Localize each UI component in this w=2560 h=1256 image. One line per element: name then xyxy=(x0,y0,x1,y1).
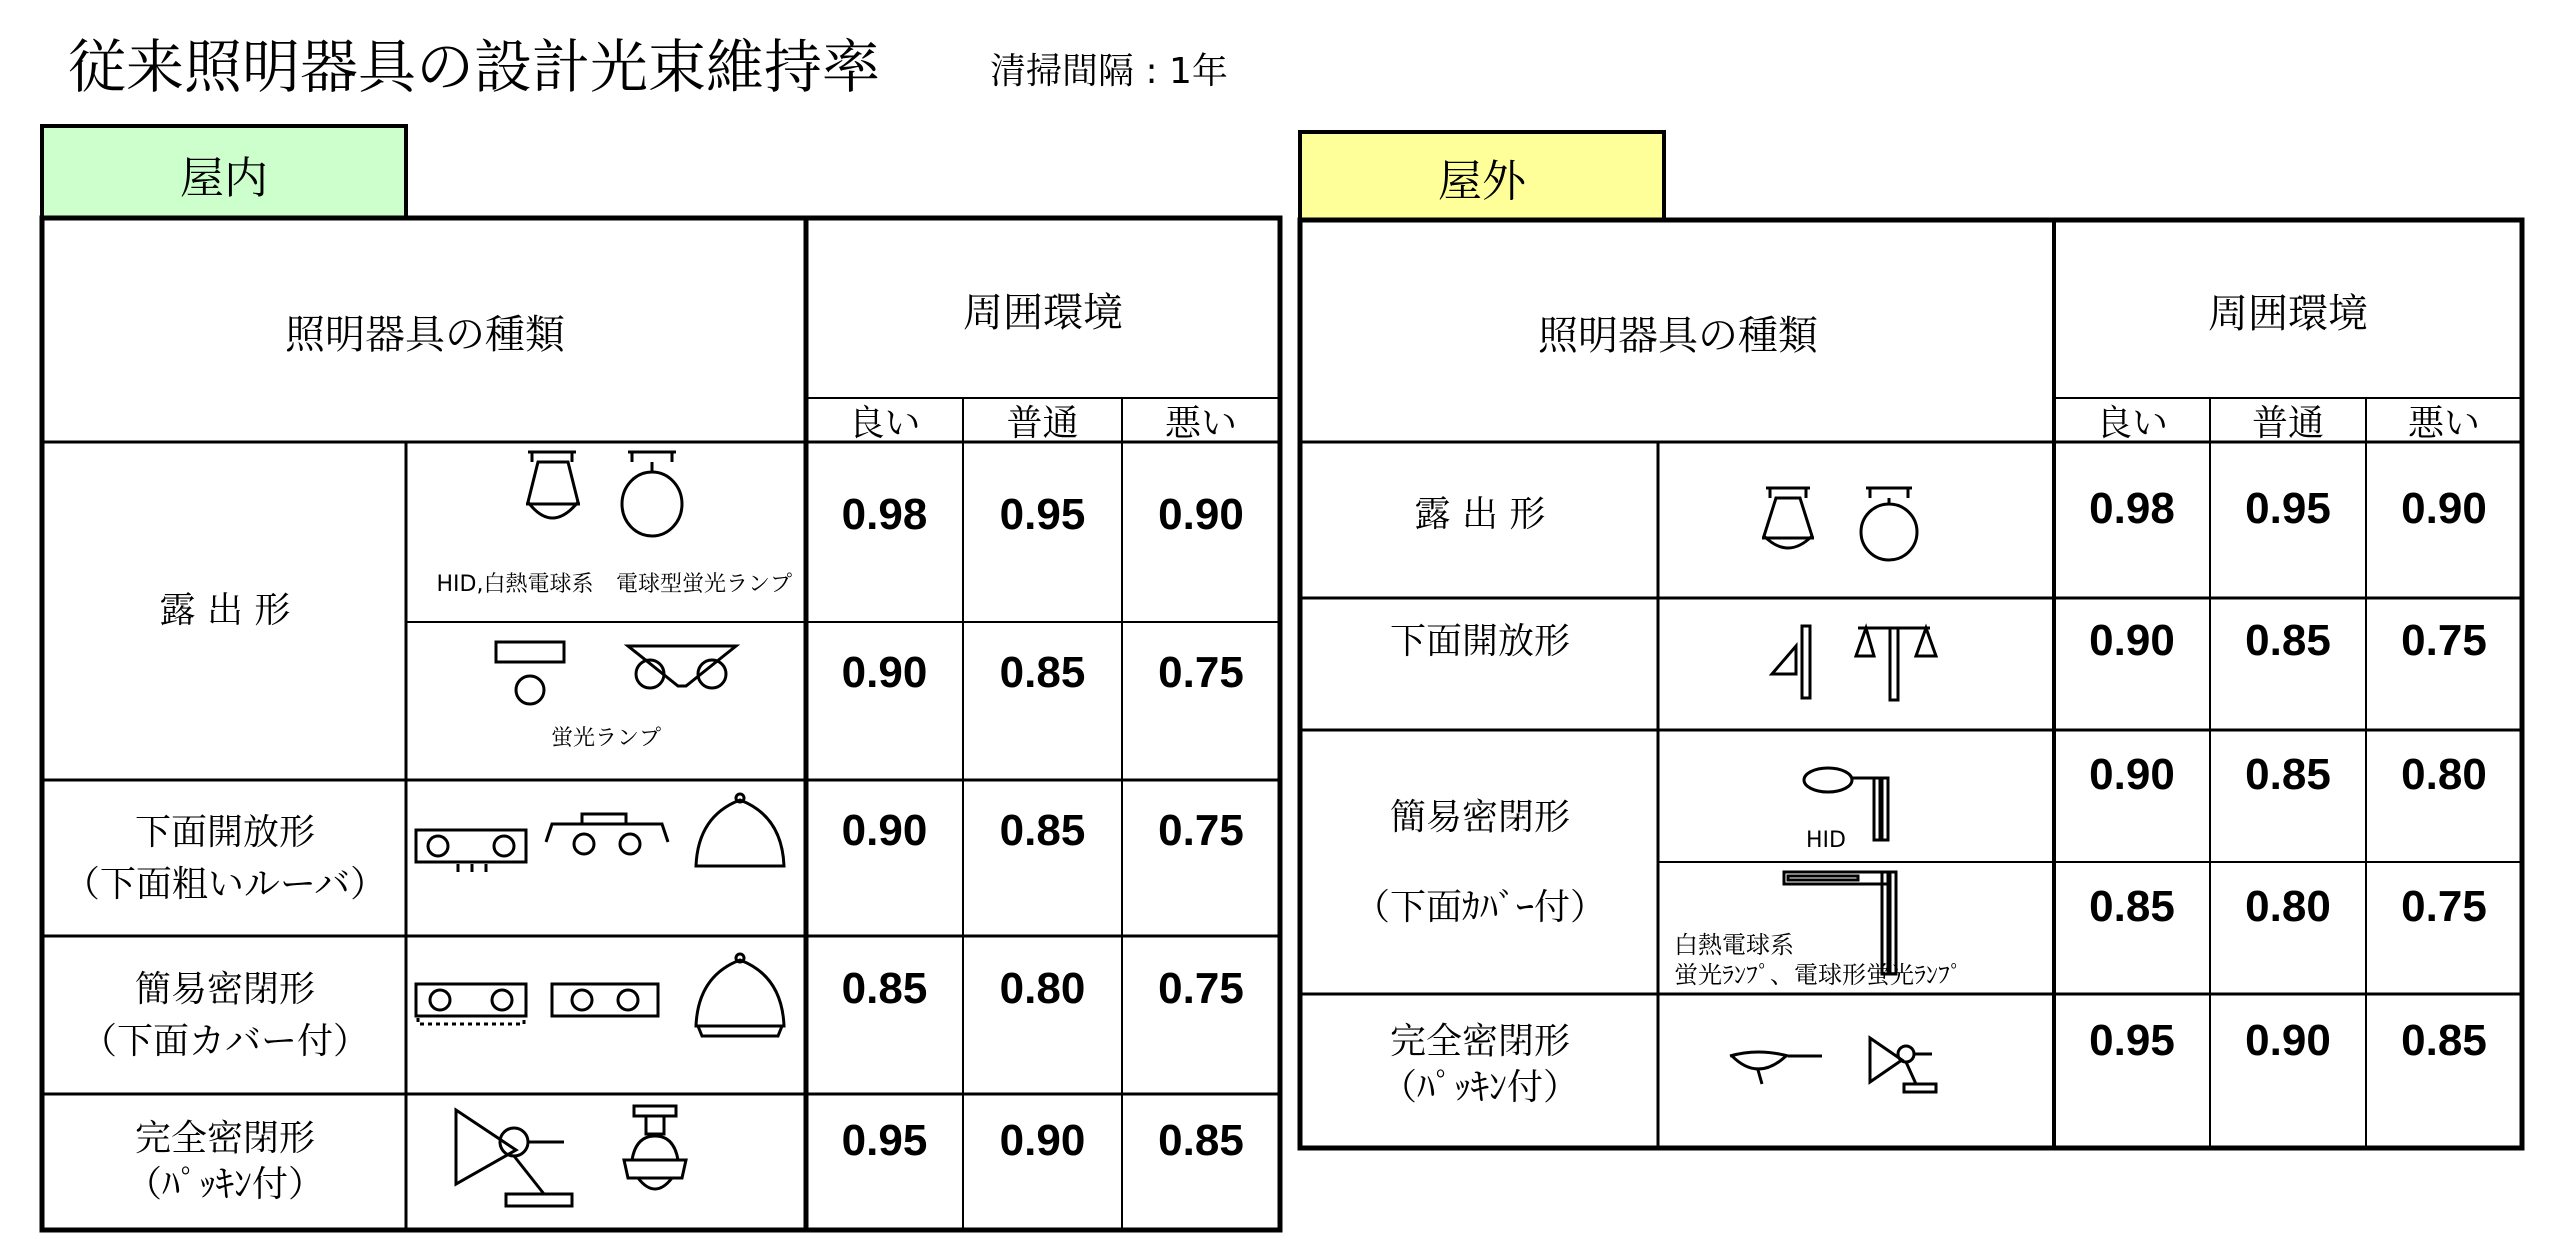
indoor-r0-normal: 0.95 xyxy=(999,490,1086,539)
outdoor-cat-full-l2: （ﾊﾟｯｷﾝ付） xyxy=(1380,1067,1579,1108)
indoor-cat-open-l2: （下面粗いルーバ） xyxy=(63,864,387,905)
indoor-caption-bulb-fl: 電球型蛍光ランプ xyxy=(615,571,792,597)
bulb-pendant-icon xyxy=(622,452,682,536)
outdoor-r2-good: 0.90 xyxy=(2089,750,2175,799)
outdoor-r4-normal: 0.90 xyxy=(2245,1016,2331,1065)
indoor-cat-simple-l1: 簡易密閉形 xyxy=(134,969,315,1010)
outdoor-header-good: 良い xyxy=(2095,402,2168,444)
dome-shade-icon xyxy=(696,794,784,866)
indoor-cat-full-l2: （ﾊﾟｯｷﾝ付） xyxy=(125,1164,324,1205)
sealed-floodlight-icon xyxy=(1870,1038,1936,1092)
outdoor-r0-normal: 0.95 xyxy=(2245,484,2331,533)
outdoor-cat-simple-l1: 簡易密閉形 xyxy=(1389,797,1570,838)
cleaning-interval: 清掃間隔 : 1年 xyxy=(990,51,1228,92)
outdoor-r1-bad: 0.75 xyxy=(2401,616,2487,665)
bulb-pendant-icon xyxy=(1861,488,1917,560)
outdoor-r1-good: 0.90 xyxy=(2089,616,2175,665)
indoor-fixture-icons-2 xyxy=(406,780,806,1230)
fluorescent-trough-icon xyxy=(628,646,736,688)
outdoor-header-type: 照明器具の種類 xyxy=(1538,312,1818,359)
outdoor-header-bad: 悪い xyxy=(2407,402,2480,444)
indoor-cat-full xyxy=(44,1096,406,1228)
indoor-r4-good: 0.95 xyxy=(841,1116,928,1165)
outdoor-cat-simple-l2: （下面ｶﾊﾞｰ付） xyxy=(1353,887,1606,928)
indoor-r1-bad: 0.75 xyxy=(1158,648,1244,697)
indoor-header-environment: 周囲環境 xyxy=(963,289,1123,336)
outdoor-r2-normal: 0.85 xyxy=(2245,750,2331,799)
indoor-r3-normal: 0.80 xyxy=(999,964,1086,1013)
indoor-header-normal: 普通 xyxy=(1006,402,1079,444)
outdoor-caption-fluorescent: 蛍光ﾗﾝﾌﾟ、電球形蛍光ﾗﾝﾌﾟ xyxy=(1674,961,1962,989)
indoor-header-type: 照明器具の種類 xyxy=(285,311,565,358)
louver-fixture-icon xyxy=(416,830,526,872)
open-trough-icon xyxy=(546,814,668,854)
indoor-r2-bad: 0.75 xyxy=(1158,806,1244,855)
indoor-r3-bad: 0.75 xyxy=(1158,964,1244,1013)
outdoor-r4-bad: 0.85 xyxy=(2401,1016,2487,1065)
indoor-r2-good: 0.90 xyxy=(841,806,928,855)
outdoor-r0-good: 0.98 xyxy=(2089,484,2175,533)
indoor-cat-exposed: 露 出 形 xyxy=(159,590,291,631)
indoor-r0-good: 0.98 xyxy=(841,490,928,539)
indoor-r4-bad: 0.85 xyxy=(1158,1116,1244,1165)
outdoor-r0-bad: 0.90 xyxy=(2401,484,2487,533)
outdoor-r3-normal: 0.80 xyxy=(2245,882,2331,931)
indoor-r0-bad: 0.90 xyxy=(1158,490,1244,539)
indoor-header-good: 良い xyxy=(848,402,921,444)
tab-outdoor: 屋外 xyxy=(1298,130,1666,220)
hid-pole-lantern-icon xyxy=(1804,768,1888,840)
sealed-lantern-icon xyxy=(1730,1052,1822,1084)
tab-indoor: 屋内 xyxy=(40,124,408,220)
outdoor-cat-open: 下面開放形 xyxy=(1389,621,1570,662)
fluorescent-bare-icon xyxy=(496,642,564,704)
hid-reflector-icon xyxy=(1762,488,1814,548)
covered-fixture-icon xyxy=(416,984,526,1024)
pole-open-icon xyxy=(1856,628,1936,700)
outdoor-cat-simple xyxy=(1302,732,1658,994)
outdoor-cat-full-l1: 完全密閉形 xyxy=(1389,1021,1570,1062)
indoor-cat-open-l1: 下面開放形 xyxy=(134,812,315,853)
indoor-fixture-icons xyxy=(406,442,806,780)
indoor-cat-simple xyxy=(44,938,406,1094)
box-fixture-icon xyxy=(552,984,658,1016)
outdoor-r1-normal: 0.85 xyxy=(2245,616,2331,665)
outdoor-r3-good: 0.85 xyxy=(2089,882,2175,931)
outdoor-caption-incandescent: 白熱電球系 xyxy=(1674,931,1794,959)
indoor-r4-normal: 0.90 xyxy=(999,1116,1086,1165)
indoor-header-bad: 悪い xyxy=(1164,402,1237,444)
outdoor-header-normal: 普通 xyxy=(2251,402,2324,444)
indoor-caption-hid: HID,白熱電球系 xyxy=(436,571,594,597)
indoor-caption-fl: 蛍光ランプ xyxy=(550,725,661,751)
outdoor-header-environment: 周囲環境 xyxy=(2208,290,2368,337)
sealed-pendant-icon xyxy=(624,1106,686,1189)
sealed-floodlight-icon xyxy=(456,1110,572,1206)
outdoor-r4-good: 0.95 xyxy=(2089,1016,2175,1065)
outdoor-cat-exposed: 露 出 形 xyxy=(1414,494,1546,535)
outdoor-r2-bad: 0.80 xyxy=(2401,750,2487,799)
indoor-r2-normal: 0.85 xyxy=(999,806,1086,855)
indoor-cat-full-l1: 完全密閉形 xyxy=(134,1118,315,1159)
indoor-r1-good: 0.90 xyxy=(841,648,928,697)
indoor-cat-open xyxy=(44,782,406,936)
pole-bracket-icon xyxy=(1784,872,1896,974)
indoor-r3-good: 0.85 xyxy=(841,964,928,1013)
outdoor-r3-bad: 0.75 xyxy=(2401,882,2487,931)
hid-reflector-icon xyxy=(526,452,580,518)
outdoor-fixture-icons xyxy=(1658,442,2054,1148)
indoor-r1-normal: 0.85 xyxy=(999,648,1086,697)
wall-bracket-icon xyxy=(1772,626,1810,698)
covered-dome-icon xyxy=(696,954,784,1036)
page-title: 従来照明器具の設計光束維持率 xyxy=(68,33,881,101)
outdoor-cat-full xyxy=(1302,1010,1658,1120)
outdoor-caption-hid: HID xyxy=(1806,827,1846,853)
indoor-cat-simple-l2: （下面カバー付） xyxy=(80,1021,369,1062)
